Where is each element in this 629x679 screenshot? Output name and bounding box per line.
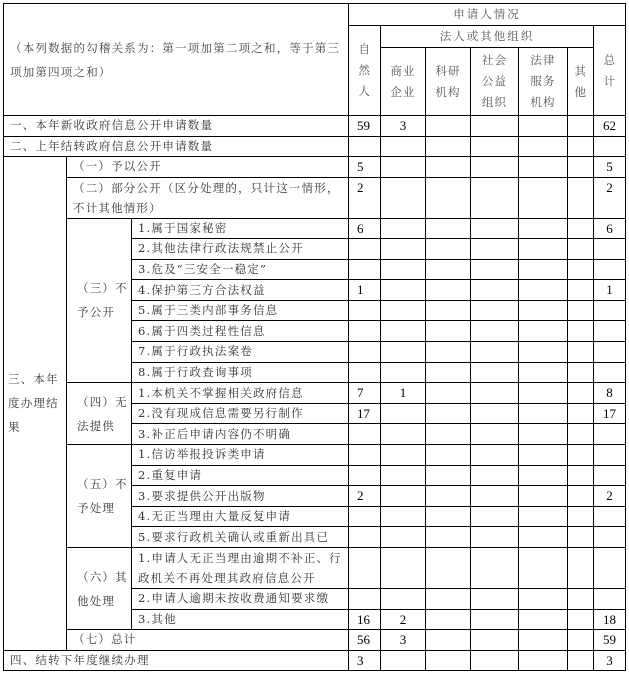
value-cell: [426, 342, 471, 363]
value-cell: [594, 342, 626, 363]
col-business-label: 商业企业: [390, 63, 416, 99]
value-cell: [471, 259, 519, 280]
value-cell: 2: [381, 609, 426, 630]
value-cell: 62: [594, 116, 626, 137]
table-row: [4, 445, 626, 466]
col-research-label: 科研机构: [435, 63, 461, 99]
value-cell: [349, 589, 381, 610]
value-cell: [568, 280, 594, 301]
value-cell: [568, 362, 594, 383]
value-cell: [568, 589, 594, 610]
value-cell: [381, 218, 426, 239]
value-cell: [381, 239, 426, 260]
value-cell: [594, 321, 626, 342]
value-cell: 8: [594, 383, 626, 404]
value-cell: [568, 506, 594, 527]
col-total: [594, 26, 626, 116]
value-cell: [426, 486, 471, 507]
value-cell: [519, 280, 568, 301]
value-cell: [381, 589, 426, 610]
value-cell: [594, 589, 626, 610]
value-cell: [381, 445, 426, 466]
value-cell: [381, 548, 426, 589]
row-label: 2.申请人逾期未按收费通知要求缴: [132, 589, 349, 610]
row-label: 3.其他: [132, 609, 349, 630]
value-cell: [426, 177, 471, 218]
row-label: 1.申请人无正当理由逾期不补正、行政机关不再处理其政府信息公开: [132, 548, 349, 589]
header-applicant: 申请人情况: [349, 4, 626, 26]
value-cell: 59: [594, 630, 626, 651]
col-business: [381, 48, 426, 116]
value-cell: [381, 321, 426, 342]
value-cell: [568, 548, 594, 589]
value-cell: [471, 424, 519, 445]
value-cell: [519, 630, 568, 651]
value-cell: 3: [349, 650, 381, 671]
table-row: [4, 116, 626, 137]
value-cell: [426, 259, 471, 280]
value-cell: [568, 609, 594, 630]
value-cell: [519, 424, 568, 445]
value-cell: [381, 280, 426, 301]
value-cell: [568, 630, 594, 651]
value-cell: [471, 609, 519, 630]
col-legal-service-label: 法律服务机构: [530, 53, 556, 109]
value-cell: [426, 300, 471, 321]
value-cell: [519, 362, 568, 383]
value-cell: [426, 465, 471, 486]
group-label: （六）其他处理: [67, 548, 132, 630]
value-cell: [519, 445, 568, 466]
value-cell: [426, 157, 471, 178]
value-cell: [471, 630, 519, 651]
value-cell: [349, 424, 381, 445]
value-cell: [471, 403, 519, 424]
value-cell: [471, 506, 519, 527]
value-cell: [381, 157, 426, 178]
value-cell: [519, 342, 568, 363]
value-cell: [471, 321, 519, 342]
value-cell: 5: [349, 157, 381, 178]
value-cell: [568, 300, 594, 321]
value-cell: 6: [349, 218, 381, 239]
value-cell: [426, 136, 471, 157]
value-cell: [594, 424, 626, 445]
table-row: [4, 548, 626, 589]
value-cell: [519, 259, 568, 280]
value-cell: [519, 465, 568, 486]
row-label: 3.要求提供公开出版物: [132, 486, 349, 507]
value-cell: [381, 362, 426, 383]
value-cell: [519, 321, 568, 342]
row-label: 8.属于行政查询事项: [132, 362, 349, 383]
value-cell: [471, 342, 519, 363]
value-cell: 59: [349, 116, 381, 137]
value-cell: 5: [594, 157, 626, 178]
value-cell: [568, 424, 594, 445]
value-cell: [471, 157, 519, 178]
group-label: （四）无法提供: [67, 383, 132, 445]
table-row: [4, 177, 626, 218]
value-cell: [594, 527, 626, 548]
value-cell: [594, 506, 626, 527]
value-cell: [471, 239, 519, 260]
value-cell: [349, 300, 381, 321]
value-cell: [568, 218, 594, 239]
value-cell: [426, 548, 471, 589]
value-cell: 2: [594, 486, 626, 507]
value-cell: [594, 136, 626, 157]
value-cell: [426, 280, 471, 301]
value-cell: [471, 362, 519, 383]
value-cell: [471, 136, 519, 157]
value-cell: [426, 362, 471, 383]
info-disclosure-table: [3, 3, 626, 671]
value-cell: [519, 506, 568, 527]
table-row: [4, 157, 626, 178]
value-cell: [594, 548, 626, 589]
table-row: [4, 650, 626, 671]
table-row: [4, 630, 626, 651]
value-cell: [381, 486, 426, 507]
value-cell: [426, 218, 471, 239]
row-label: 2.没有现成信息需要另行制作: [132, 403, 349, 424]
value-cell: [519, 589, 568, 610]
value-cell: [471, 383, 519, 404]
col-public-welfare: [471, 48, 519, 116]
value-cell: [594, 362, 626, 383]
value-cell: [426, 403, 471, 424]
row-label: 四、结转下年度继续办理: [4, 650, 349, 671]
value-cell: [471, 218, 519, 239]
value-cell: [349, 527, 381, 548]
value-cell: [568, 486, 594, 507]
value-cell: 3: [381, 116, 426, 137]
value-cell: [568, 239, 594, 260]
value-cell: [594, 259, 626, 280]
value-cell: [381, 506, 426, 527]
value-cell: [381, 527, 426, 548]
value-cell: [519, 116, 568, 137]
value-cell: [568, 383, 594, 404]
value-cell: 1: [594, 280, 626, 301]
row-label: （二）部分公开（区分处理的，只计这一情形，不计其他情形）: [67, 177, 349, 218]
value-cell: [519, 548, 568, 589]
row-label: 二、上年结转政府信息公开申请数量: [4, 136, 349, 157]
value-cell: [381, 177, 426, 218]
table-row: [4, 218, 626, 239]
group-label: （三）不予公开: [67, 218, 132, 383]
value-cell: [594, 465, 626, 486]
value-cell: [381, 403, 426, 424]
value-cell: [349, 506, 381, 527]
row-label: 5.属于三类内部事务信息: [132, 300, 349, 321]
value-cell: [426, 383, 471, 404]
value-cell: [349, 321, 381, 342]
section-label: 三、本年度办理结果: [4, 157, 67, 651]
value-cell: [349, 136, 381, 157]
value-cell: 17: [349, 403, 381, 424]
row-label: （一）予以公开: [67, 157, 349, 178]
value-cell: 16: [349, 609, 381, 630]
value-cell: [426, 630, 471, 651]
value-cell: [426, 650, 471, 671]
table-row: [4, 136, 626, 157]
value-cell: 18: [594, 609, 626, 630]
header-note: （本列数据的勾稽关系为：第一项加第二项之和，等于第三项加第四项之和）: [4, 4, 349, 116]
value-cell: [471, 280, 519, 301]
value-cell: [426, 445, 471, 466]
value-cell: [381, 300, 426, 321]
row-label: 3.补正后申请内容仍不明确: [132, 424, 349, 445]
value-cell: [568, 259, 594, 280]
value-cell: [519, 486, 568, 507]
value-cell: [381, 465, 426, 486]
row-label: 一、本年新收政府信息公开申请数量: [4, 116, 349, 137]
value-cell: [568, 445, 594, 466]
value-cell: [426, 506, 471, 527]
value-cell: [568, 465, 594, 486]
value-cell: [568, 527, 594, 548]
value-cell: [568, 116, 594, 137]
value-cell: [381, 342, 426, 363]
col-other: [568, 48, 594, 116]
value-cell: [426, 321, 471, 342]
col-other-label: 其他: [574, 63, 588, 99]
value-cell: [568, 650, 594, 671]
value-cell: [568, 136, 594, 157]
row-label: 7.属于行政执法案卷: [132, 342, 349, 363]
row-label: 2.重复申请: [132, 465, 349, 486]
value-cell: [381, 259, 426, 280]
value-cell: 3: [381, 630, 426, 651]
group-label: （五）不予处理: [67, 445, 132, 548]
row-label: 4.保护第三方合法权益: [132, 280, 349, 301]
value-cell: [519, 239, 568, 260]
value-cell: [519, 177, 568, 218]
value-cell: [349, 465, 381, 486]
value-cell: [426, 527, 471, 548]
value-cell: [594, 445, 626, 466]
row-label: 1.属于国家秘密: [132, 218, 349, 239]
value-cell: [381, 136, 426, 157]
value-cell: [471, 486, 519, 507]
value-cell: 7: [349, 383, 381, 404]
value-cell: [471, 445, 519, 466]
row-label: 2.其他法律行政法规禁止公开: [132, 239, 349, 260]
value-cell: [519, 609, 568, 630]
value-cell: [471, 300, 519, 321]
value-cell: 2: [594, 177, 626, 218]
row-label: 3.危及“三安全一稳定”: [132, 259, 349, 280]
value-cell: [568, 177, 594, 218]
value-cell: 1: [381, 383, 426, 404]
value-cell: [349, 239, 381, 260]
value-cell: [349, 548, 381, 589]
value-cell: 2: [349, 177, 381, 218]
col-research: [426, 48, 471, 116]
value-cell: [349, 362, 381, 383]
col-legal-service: [519, 48, 568, 116]
row-label: 1.信访举报投诉类申请: [132, 445, 349, 466]
col-natural-person-label: 自然人: [358, 42, 372, 98]
row-label: 5.要求行政机关确认或重新出具已: [132, 527, 349, 548]
value-cell: 17: [594, 403, 626, 424]
value-cell: 56: [349, 630, 381, 651]
value-cell: [519, 157, 568, 178]
value-cell: [471, 527, 519, 548]
value-cell: [471, 177, 519, 218]
value-cell: [519, 300, 568, 321]
col-public-welfare-label: 社会公益组织: [481, 53, 508, 109]
table-row: [4, 383, 626, 404]
row-label: 4.无正当理由大量反复申请: [132, 506, 349, 527]
value-cell: [594, 300, 626, 321]
col-natural-person: [349, 26, 381, 116]
value-cell: [426, 424, 471, 445]
value-cell: [426, 239, 471, 260]
value-cell: [381, 424, 426, 445]
value-cell: [471, 589, 519, 610]
row-label: （七）总计: [67, 630, 349, 651]
header-legal-group: 法人或其他组织: [381, 26, 594, 48]
value-cell: 3: [594, 650, 626, 671]
value-cell: 2: [349, 486, 381, 507]
col-total-label: 总计: [603, 52, 617, 88]
value-cell: [471, 465, 519, 486]
value-cell: [519, 403, 568, 424]
value-cell: [349, 259, 381, 280]
value-cell: [568, 342, 594, 363]
row-label: 6.属于四类过程性信息: [132, 321, 349, 342]
value-cell: [426, 609, 471, 630]
value-cell: [568, 157, 594, 178]
value-cell: 6: [594, 218, 626, 239]
value-cell: [519, 136, 568, 157]
value-cell: [568, 321, 594, 342]
value-cell: [426, 116, 471, 137]
value-cell: [381, 650, 426, 671]
value-cell: [519, 218, 568, 239]
value-cell: 1: [349, 280, 381, 301]
value-cell: [349, 342, 381, 363]
value-cell: [519, 527, 568, 548]
value-cell: [471, 548, 519, 589]
value-cell: [471, 116, 519, 137]
value-cell: [519, 383, 568, 404]
value-cell: [519, 650, 568, 671]
value-cell: [471, 650, 519, 671]
value-cell: [568, 403, 594, 424]
value-cell: [426, 589, 471, 610]
value-cell: [349, 445, 381, 466]
row-label: 1.本机关不掌握相关政府信息: [132, 383, 349, 404]
value-cell: [594, 239, 626, 260]
